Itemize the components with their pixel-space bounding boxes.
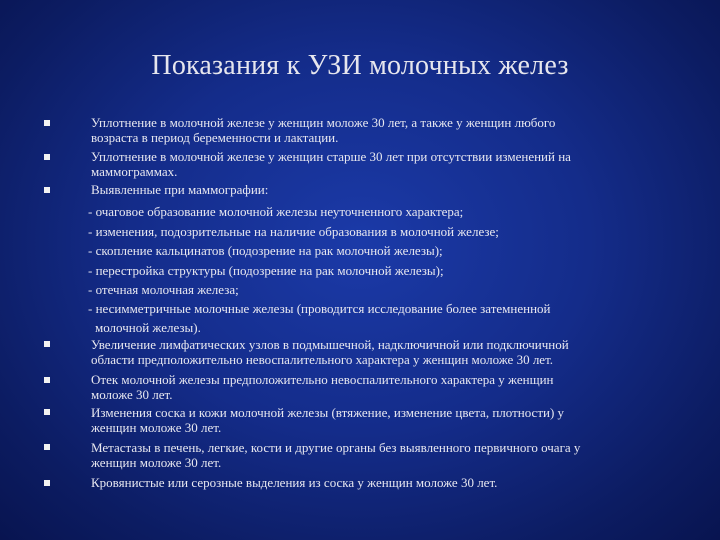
bullet-text: Уплотнение в молочной железе у женщин старше 30 лет при отсутствии изменений на bbox=[91, 149, 571, 164]
bullet-text: области предположительно невоспалительного характера у женщин моложе 30 лет. bbox=[91, 352, 554, 367]
sub-item-text: - изменения, подозрительные на наличие образования в молочной железе; bbox=[88, 224, 499, 239]
bullet-marker bbox=[44, 480, 50, 486]
bullet-marker bbox=[44, 120, 50, 126]
bullet-text: Увеличение лимфатических узлов в подмышечной, надключичной или подключичной bbox=[91, 337, 569, 352]
bullet-marker bbox=[44, 187, 50, 193]
bullet-text: Выявленные при маммографии: bbox=[91, 182, 269, 197]
sub-item-text: - очаговое образование молочной железы неуточненного характера; bbox=[88, 204, 464, 219]
bullet-text: Метастазы в печень, легкие, кости и другие органы без выявленного первичного очага у bbox=[91, 440, 581, 455]
sub-item-text: - скопление кальцинатов (подозрение на рак молочной железы); bbox=[88, 243, 443, 258]
bullet-marker bbox=[44, 409, 50, 415]
bullet-marker bbox=[44, 444, 50, 450]
sub-item-text: - перестройка структуры (подозрение на рак молочной железы); bbox=[88, 263, 444, 278]
bullet-text: Кровянистые или серозные выделения из соска у женщин моложе 30 лет. bbox=[91, 475, 498, 490]
bullet-text: женщин моложе 30 лет. bbox=[91, 455, 222, 470]
bullet-marker bbox=[44, 341, 50, 347]
bullet-marker bbox=[44, 154, 50, 160]
bullet-text: Уплотнение в молочной железе у женщин моложе 30 лет, а также у женщин любого bbox=[91, 115, 556, 130]
bullet-marker bbox=[44, 377, 50, 383]
sub-item-text: - отечная молочная железа; bbox=[88, 282, 239, 297]
bullet-text: женщин моложе 30 лет. bbox=[91, 420, 222, 435]
bullet-text: моложе 30 лет. bbox=[91, 387, 173, 402]
bullet-text: маммограммах. bbox=[91, 164, 178, 179]
sub-item-text: молочной железы). bbox=[95, 320, 201, 335]
bullet-text: Изменения соска и кожи молочной железы (втяжение, изменение цвета, плотности) у bbox=[91, 405, 565, 420]
bullet-text: возраста в период беременности и лактации. bbox=[91, 130, 339, 145]
slide-title: Показания к УЗИ молочных желез bbox=[151, 50, 569, 81]
sub-item-text: - несимметричные молочные железы (проводится исследование более затемненной bbox=[88, 301, 551, 316]
bullet-text: Отек молочной железы предположительно невоспалительного характера у женщин bbox=[91, 372, 554, 387]
